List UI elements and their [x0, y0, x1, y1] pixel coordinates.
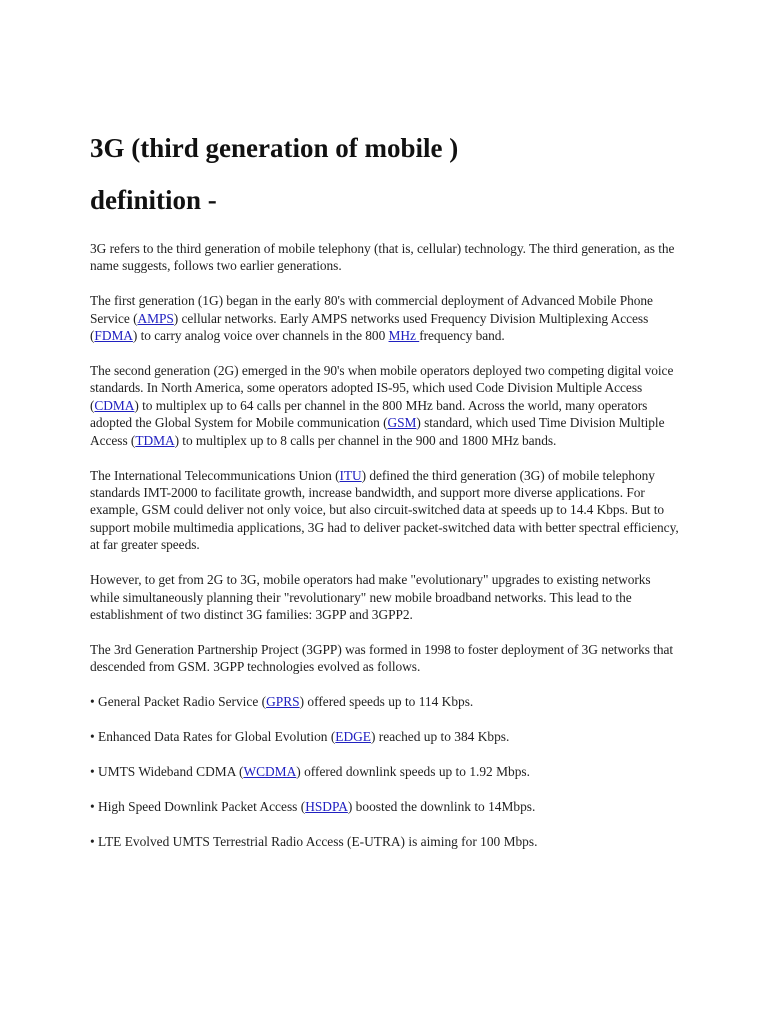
link-amps[interactable]: AMPS [137, 310, 174, 326]
link-mhz[interactable]: MHz [388, 328, 420, 344]
paragraph [90, 240, 682, 275]
link-gsm[interactable]: GSM [387, 415, 417, 431]
text-run: ) offered speeds up to 114 Kbps. [299, 694, 474, 710]
text-run: • General Packet Radio Service ( [90, 694, 267, 710]
text-run: ) offered downlink speeds up to 1.92 Mbps. [296, 764, 530, 780]
bullet-item [90, 798, 682, 815]
text-run: • Enhanced Data Rates for Global Evolution ( [90, 729, 336, 745]
text-run: • UMTS Wideband CDMA ( [90, 764, 244, 780]
text-run: ) to carry analog voice over channels in the 800 [132, 328, 389, 344]
text-run: ) cellular networks. Early AMPS networks used Frequency Division Multiplexing Access ( [90, 310, 649, 344]
paragraph [90, 362, 682, 449]
link-gprs[interactable]: GPRS [266, 694, 300, 710]
link-cdma[interactable]: CDMA [94, 397, 135, 413]
paragraph [90, 467, 682, 554]
text-run: ) standard, which used Time Division Multiple Access ( [90, 415, 665, 448]
text-run: frequency band. [419, 328, 505, 344]
text-run: However, to get from 2G to 3G, mobile operators had make "evolutionary" upgrades to existing networks while simultaneously planning their "revolutionary" new mobile broadband networks. This lead to the establishment of two distinct 3G families: 3GPP and 3GPP2. [90, 572, 651, 622]
text-run: ) reached up to 384 Kbps. [370, 729, 510, 745]
text-run: • High Speed Downlink Packet Access ( [90, 799, 306, 815]
document-page [90, 122, 682, 868]
bullet-item [90, 693, 682, 710]
text-run: ) defined the third generation (3G) of mobile telephony standards IMT-2000 to facilitate growth, increase bandwidth, and support more diverse applications. For example, GSM could deliver not only voice, but also circuit-switched data at speeds up to 14.4 Kbps. But to support mobile multimedia applications, 3G had to deliver packet-switched data with better spectral efficiency, at far greater speeds. [90, 467, 679, 553]
title-line-2: definition - [90, 185, 217, 215]
text-run: The first generation (1G) began in the early 80's with commercial deployment of Advanced Mobile Phone Service ( [90, 293, 653, 326]
title-line-1: 3G (third generation of mobile ) [90, 133, 459, 163]
bullet-item [90, 763, 682, 780]
text-run: • LTE Evolved UMTS Terrestrial Radio Access (E-UTRA) is aiming for 100 Mbps. [90, 834, 538, 850]
body-paragraphs [90, 240, 682, 676]
link-fdma[interactable]: FDMA [94, 328, 133, 344]
paragraph [90, 641, 682, 676]
page-title [90, 122, 682, 174]
text-run: 3G refers to the third generation of mobile telephony (that is, cellular) technology. The third generation, as the name suggests, follows two earlier generations. [90, 241, 675, 274]
paragraph [90, 571, 682, 623]
link-hsdpa[interactable]: HSDPA [305, 799, 348, 815]
page-title-continuation [90, 174, 682, 226]
bullet-list [90, 693, 682, 850]
text-run: ) boosted the downlink to 14Mbps. [347, 799, 536, 815]
link-wcdma[interactable]: WCDMA [243, 764, 297, 780]
bullet-item [90, 728, 682, 745]
text-run: The 3rd Generation Partnership Project (3GPP) was formed in 1998 to foster deployment of 3G networks that descended from GSM. 3GPP technologies evolved as follows. [90, 641, 674, 675]
text-run: ) to multiplex up to 8 calls per channel in the 900 and 1800 MHz bands. [174, 432, 557, 448]
link-itu[interactable]: ITU [339, 467, 362, 483]
text-run: ) to multiplex up to 64 calls per channel in the 800 MHz band. Across the world, many operators adopted the Global System for Mobile communication ( [90, 397, 648, 431]
text-run: The second generation (2G) emerged in the 90's when mobile operators deployed two competing digital voice standards. In North America, some operators adopted IS-95, which used Code Division Multiple Access ( [90, 363, 674, 413]
paragraph [90, 292, 682, 344]
text-run: The International Telecommunications Union ( [90, 467, 340, 483]
link-tdma[interactable]: TDMA [135, 432, 175, 448]
bullet-item [90, 833, 682, 850]
link-edge[interactable]: EDGE [335, 729, 371, 745]
